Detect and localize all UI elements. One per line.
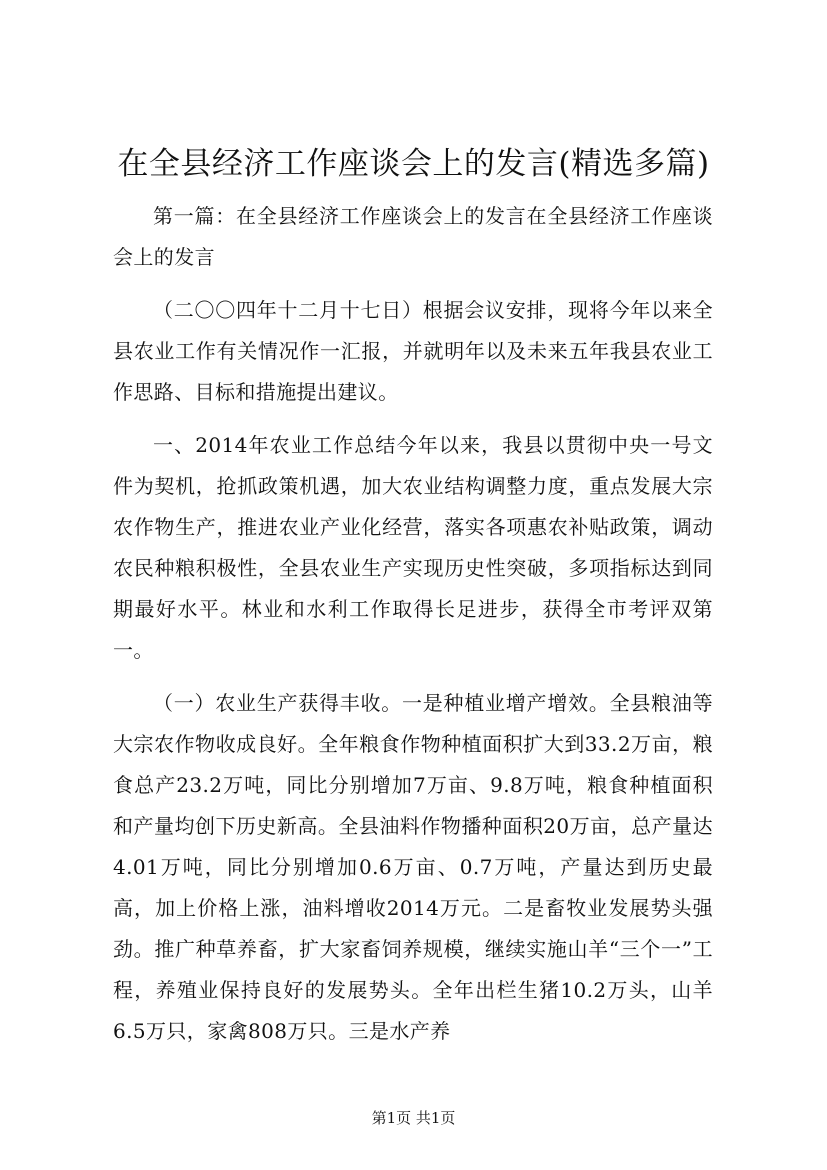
document-title: 在全县经济工作座谈会上的发言(精选多篇) (117, 146, 710, 182)
paragraph-1: 第一篇：在全县经济工作座谈会上的发言在全县经济工作座谈会上的发言 (113, 204, 713, 269)
page-footer: 第1页 共1页 (371, 1109, 456, 1127)
document-body (113, 196, 713, 1064)
paragraph-3: 一、2014年农业工作总结今年以来，我县以贯彻中央一号文件为契机，抢抓政策机遇，加大农业结构调整力度，重点发展大宗农作物生产，推进农业产业化经营，落实各项惠农补贴政策，调动农民种粮积极性，全县农业生产实现历史性突破，多项指标达到同期最好水平。林业和水利工作取得长足进步，获得全市考评双第一。 (113, 433, 713, 662)
paragraph-2: （二〇〇四年十二月十七日）根据会议安排，现将今年以来全县农业工作有关情况作一汇报，并就明年以及未来五年我县农业工作思路、目标和措施提出建议。 (113, 298, 713, 404)
paragraph-4: （一）农业生产获得丰收。一是种植业增产增效。全县粮油等大宗农作物收成良好。全年粮食作物种植面积扩大到33.2万亩，粮食总产23.2万吨，同比分别增加7万亩、9.8万吨，粮食种植面积和产量均创下历史新高。全县油料作物播种面积20万亩，总产量达4.01万吨，同比分别增加0.6万亩、0.7万吨，产量达到历史最高，加上价格上涨，油料增收2014万元。二是畜牧业发展势头强劲。推广种草养畜，扩大家畜饲养规模，继续实施山羊“三个一”工程，养殖业保持良好的发展势头。全年出栏生猪10.2万头，山羊6.5万只，家禽808万只。三是水产养 (113, 691, 713, 1043)
